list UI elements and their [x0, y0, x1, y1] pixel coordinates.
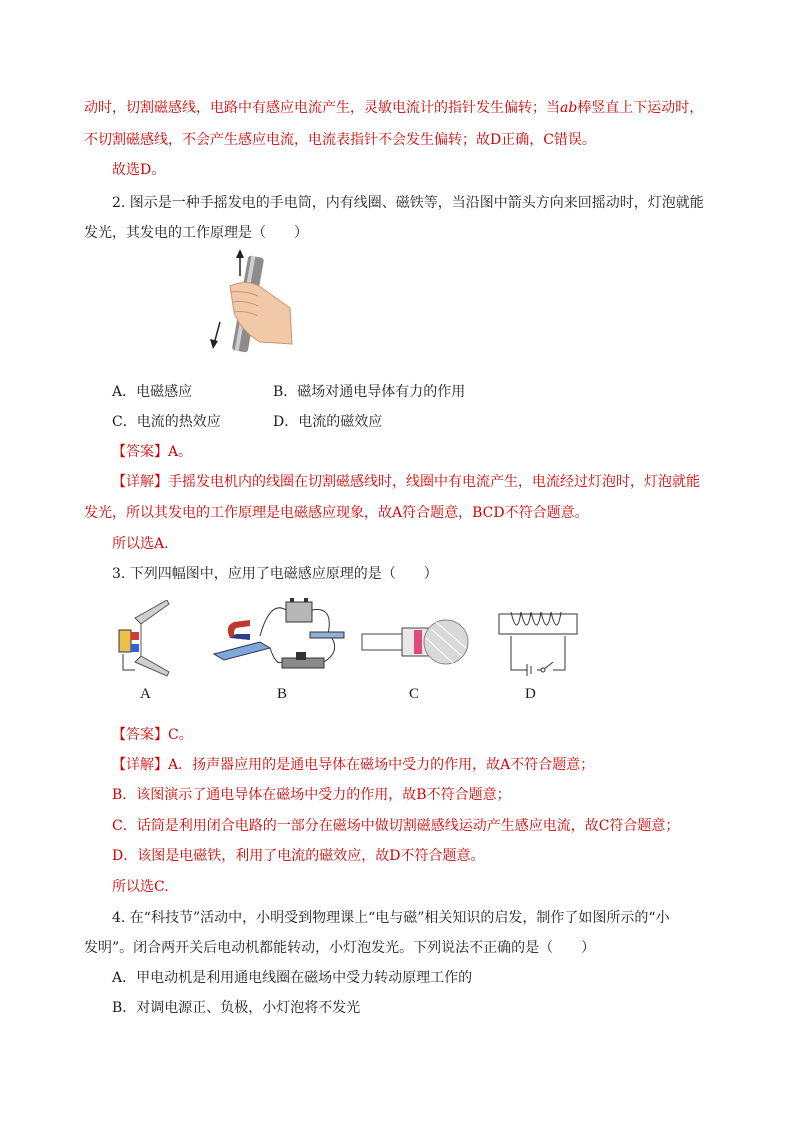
q4-stem-line-2: 发明”。闭合两开关后电动机都能转动，小灯泡发光。下列说法不正确的是（ ）	[84, 940, 596, 956]
q3-conclusion: 所以选C.	[112, 879, 169, 895]
q2-detail-line-2: 发光，所以其发电的工作原理是电磁感应现象，故A符合题意，BCD不符合题意。	[84, 505, 589, 521]
figure-a-speaker	[115, 600, 175, 680]
figure-a-label: A	[140, 686, 151, 702]
q2-conclusion: 所以选A.	[112, 536, 169, 552]
figure-b-label: B	[277, 686, 288, 702]
q2-option-a: A．电磁感应	[112, 384, 193, 400]
figure-d-electromagnet	[497, 608, 583, 680]
q3-detail-line-4: D．该图是电磁铁，利用了电流的磁效应，故D不符合题意。	[112, 848, 485, 864]
figure-c-label: C	[409, 686, 420, 702]
q4-option-b: B．对调电源正、负极，小灯泡将不发光	[112, 1000, 361, 1016]
figure-c-microphone	[360, 616, 470, 672]
q3-detail-line-3: C．话筒是利用闭合电路的一部分在磁场中做切割磁感线运动产生感应电流，故C符合题意；	[112, 818, 680, 834]
q2-option-d: D．电流的磁效应	[273, 414, 383, 430]
q4-option-a: A．甲电动机是利用通电线圈在磁场中受力转动原理工作的	[112, 970, 473, 986]
q2-option-c: C．电流的热效应	[112, 414, 221, 430]
figure-b-circuit	[210, 596, 350, 680]
figure-d-label: D	[525, 686, 536, 702]
q3-detail-line-1: 【详解】A．扬声器应用的是通电导体在磁场中受力的作用，故A不符合题意；	[112, 757, 595, 773]
q2-stem-line-2: 发光，其发电的工作原理是（ ）	[84, 225, 308, 241]
q3-answer: 【答案】C。	[112, 727, 193, 743]
hand-flashlight-figure	[200, 246, 300, 358]
q3-stem: 3. 下列四幅图中，应用了电磁感应原理的是（ ）	[112, 566, 438, 582]
q2-option-b: B．磁场对通电导体有力的作用	[273, 384, 466, 400]
q2-answer: 【答案】A。	[112, 444, 193, 460]
prev-line-2: 不切割磁感线，不会产生感应电流，电流表指针不会发生偏转；故D正确，C错误。	[84, 132, 596, 148]
prev-line-1: 动时，切割磁感线，电路中有感应电流产生，灵敏电流计的指针发生偏转；当ab棒竖直上下运动时，	[84, 100, 704, 116]
q2-detail-line-1: 【详解】手摇发电机内的线圈在切割磁感线时，线圈中有电流产生，电流经过灯泡时，灯泡就能	[112, 474, 700, 490]
q2-stem-line-1: 2. 图示是一种手摇发电的手电筒，内有线圈、磁铁等，当沿图中箭头方向来回摇动时，灯泡就能	[112, 195, 704, 211]
q3-detail-line-2: B．该图演示了通电导体在磁场中受力的作用，故B不符合题意；	[112, 787, 511, 803]
prev-conclusion: 故选D。	[112, 162, 166, 178]
q4-stem-line-1: 4. 在“科技节”活动中，小明受到物理课上“电与磁”相关知识的启发，制作了如图所示的“小	[112, 910, 670, 926]
